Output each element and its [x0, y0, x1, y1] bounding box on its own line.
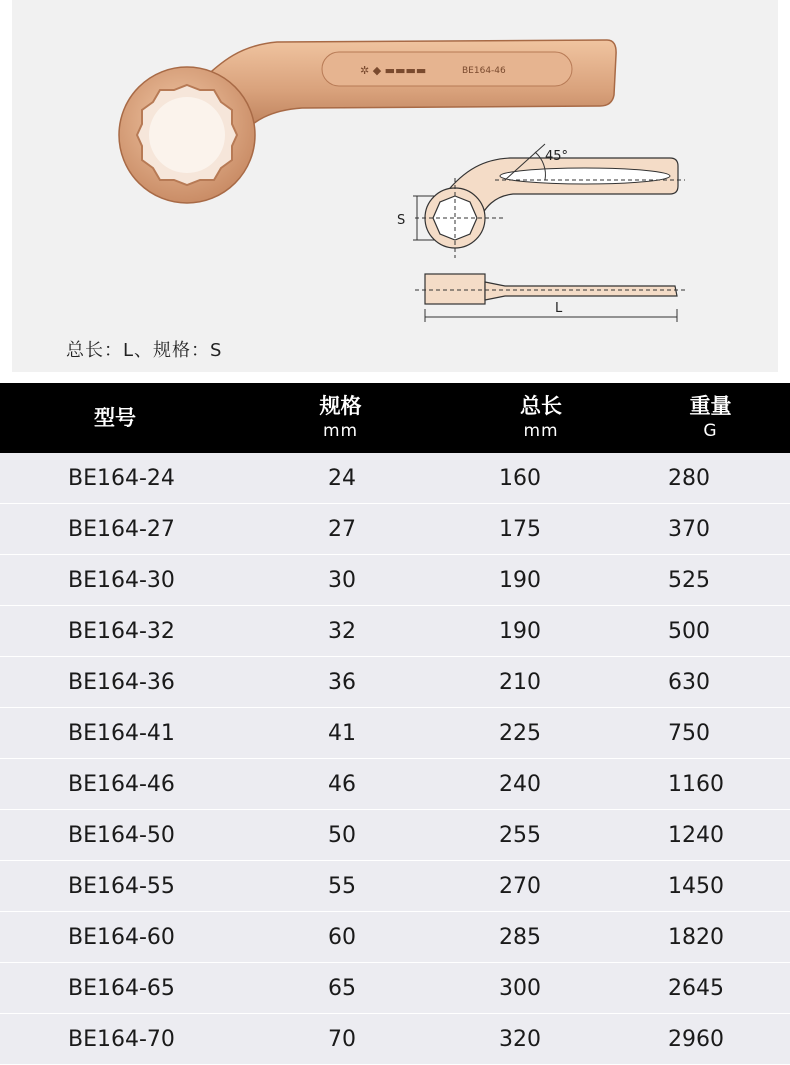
model-cell: BE164-41 [68, 720, 175, 746]
angle-label: 45° [545, 149, 569, 164]
weight-cell: 1160 [668, 771, 724, 797]
spec-cell: 60 [328, 924, 356, 950]
weight-cell: 525 [668, 567, 710, 593]
table-row [0, 606, 790, 657]
spec-cell: 30 [328, 567, 356, 593]
product-image-panel [12, 0, 778, 372]
table-row [0, 963, 790, 1014]
length-cell: 270 [499, 873, 541, 899]
model-cell: BE164-70 [68, 1026, 175, 1052]
spec-cell: 24 [328, 465, 356, 491]
length-cell: 240 [499, 771, 541, 797]
model-cell: BE164-65 [68, 975, 175, 1001]
length-cell: 190 [499, 618, 541, 644]
header-spec: 规格 mm [319, 394, 362, 441]
model-cell: BE164-60 [68, 924, 175, 950]
model-cell: BE164-55 [68, 873, 175, 899]
spec-cell: 36 [328, 669, 356, 695]
table-header [0, 383, 790, 453]
table-row [0, 1014, 790, 1065]
engraved-model: BE164-46 [462, 66, 506, 76]
weight-cell: 370 [668, 516, 710, 542]
weight-cell: 280 [668, 465, 710, 491]
weight-cell: 2645 [668, 975, 724, 1001]
length-cell: 300 [499, 975, 541, 1001]
table-body [0, 453, 790, 1065]
table-row [0, 453, 790, 504]
length-cell: 175 [499, 516, 541, 542]
dimension-diagram [395, 134, 695, 334]
length-cell: 210 [499, 669, 541, 695]
spec-cell: 46 [328, 771, 356, 797]
length-cell: 225 [499, 720, 541, 746]
header-length: 总长 mm [520, 394, 562, 441]
table-row [0, 657, 790, 708]
model-cell: BE164-30 [68, 567, 175, 593]
spec-cell: 65 [328, 975, 356, 1001]
dimension-s-label: S [397, 213, 406, 228]
weight-cell: 750 [668, 720, 710, 746]
table-row [0, 810, 790, 861]
table-row [0, 912, 790, 963]
model-cell: BE164-36 [68, 669, 175, 695]
weight-cell: 1450 [668, 873, 724, 899]
table-row [0, 708, 790, 759]
model-cell: BE164-32 [68, 618, 175, 644]
spec-table [0, 383, 790, 1065]
spec-cell: 41 [328, 720, 356, 746]
spec-cell: 32 [328, 618, 356, 644]
dimension-l-label: L [555, 301, 563, 316]
header-weight: 重量 G [689, 394, 732, 441]
weight-cell: 1240 [668, 822, 724, 848]
model-cell: BE164-50 [68, 822, 175, 848]
dimension-caption: 总长：L、规格：S [66, 340, 223, 361]
table-row [0, 555, 790, 606]
table-row [0, 504, 790, 555]
spec-cell: 55 [328, 873, 356, 899]
svg-text:✲ ◆ ▬▬▬▬: ✲ ◆ ▬▬▬▬ [360, 64, 427, 77]
model-cell: BE164-24 [68, 465, 175, 491]
weight-cell: 2960 [668, 1026, 724, 1052]
length-cell: 320 [499, 1026, 541, 1052]
spec-cell: 27 [328, 516, 356, 542]
model-cell: BE164-27 [68, 516, 175, 542]
weight-cell: 500 [668, 618, 710, 644]
length-cell: 255 [499, 822, 541, 848]
weight-cell: 1820 [668, 924, 724, 950]
table-row [0, 861, 790, 912]
length-cell: 190 [499, 567, 541, 593]
length-cell: 285 [499, 924, 541, 950]
spec-cell: 70 [328, 1026, 356, 1052]
table-row [0, 759, 790, 810]
spec-cell: 50 [328, 822, 356, 848]
header-model: 型号 [94, 406, 136, 430]
length-cell: 160 [499, 465, 541, 491]
model-cell: BE164-46 [68, 771, 175, 797]
weight-cell: 630 [668, 669, 710, 695]
